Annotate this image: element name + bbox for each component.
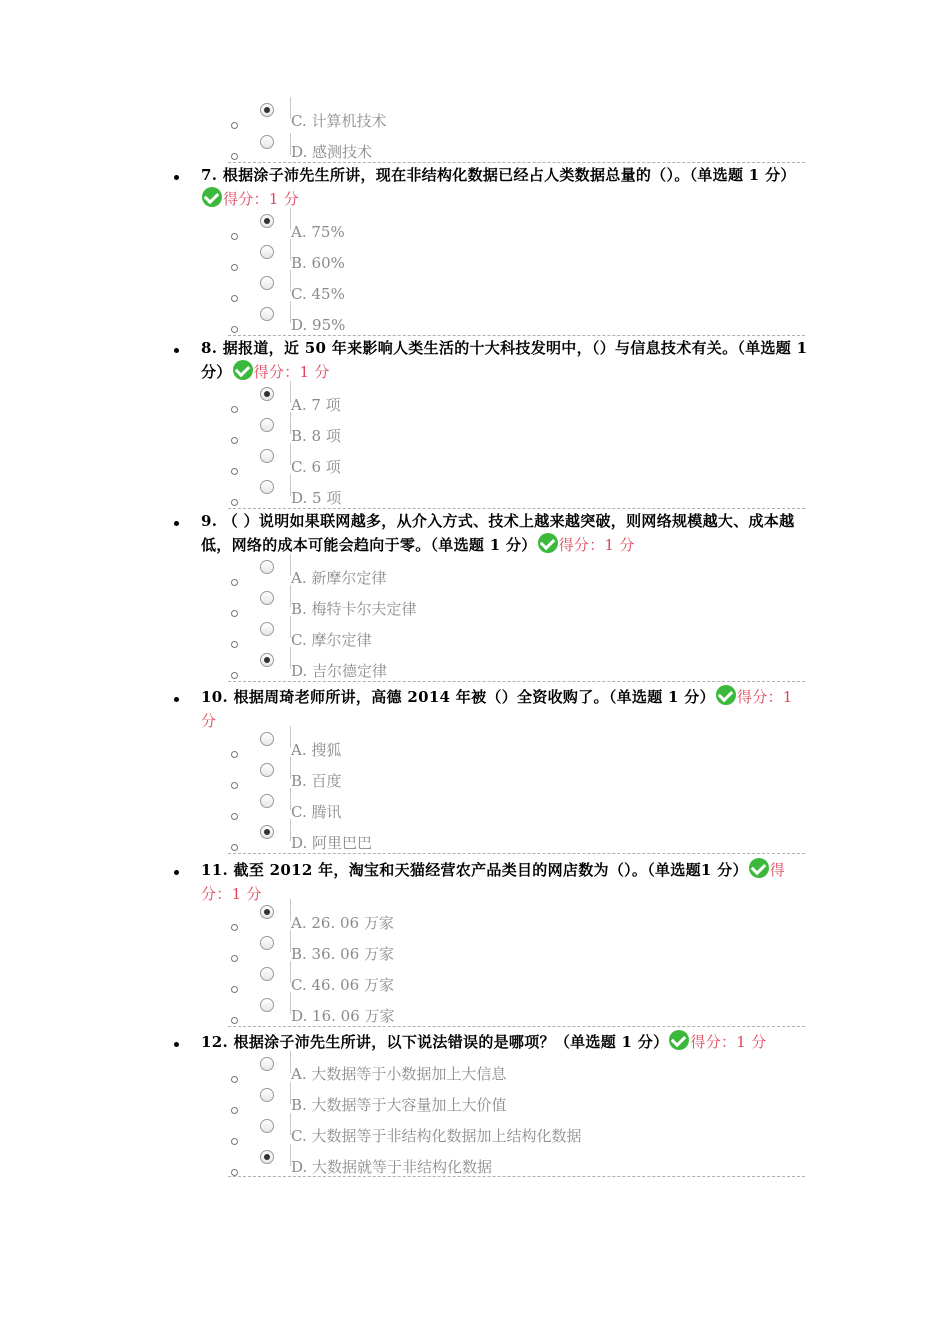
list-circle-icon: [231, 233, 238, 240]
option-radio-d[interactable]: [260, 480, 274, 494]
score-label: 得分：1 分: [253, 363, 330, 381]
option-radio-a[interactable]: [260, 905, 274, 919]
bullet-icon: [174, 521, 179, 526]
score-label: 得分：1 分: [201, 688, 793, 730]
bullet-icon: [174, 348, 179, 353]
list-circle-icon: [231, 437, 238, 444]
list-circle-icon: [231, 986, 238, 993]
list-circle-icon: [231, 122, 238, 129]
option-radio-c[interactable]: [260, 103, 274, 117]
list-circle-icon: [231, 1169, 238, 1176]
option-radio-c[interactable]: [260, 1119, 274, 1133]
option-radio-a[interactable]: [260, 387, 274, 401]
list-circle-icon: [231, 295, 238, 302]
correct-check-icon: [749, 858, 769, 878]
option-radio-b[interactable]: [260, 1088, 274, 1102]
option-radio-b[interactable]: [260, 591, 274, 605]
option-label: A. 7 项: [291, 396, 341, 414]
option-radio-d[interactable]: [260, 135, 274, 149]
option-label: C. 45%: [291, 285, 345, 303]
correct-check-icon: [233, 360, 253, 380]
option-radio-c[interactable]: [260, 622, 274, 636]
list-circle-icon: [231, 641, 238, 648]
list-circle-icon: [231, 1107, 238, 1114]
option-radio-a[interactable]: [260, 732, 274, 746]
question-text: 11. 截至 2012 年，淘宝和天猫经营农产品类目的网店数为（）。（单选题1 分） 得分：1 分: [201, 858, 813, 906]
option-label: D. 阿里巴巴: [291, 834, 373, 852]
option-radio-a[interactable]: [260, 1057, 274, 1071]
option-label: D. 95%: [291, 316, 346, 334]
list-circle-icon: [231, 1076, 238, 1083]
option-label: B. 8 项: [291, 427, 341, 445]
option-radio-c[interactable]: [260, 794, 274, 808]
score-label: 得分：1 分: [223, 190, 300, 208]
list-circle-icon: [231, 924, 238, 931]
option-label: B. 梅特卡尔夫定律: [291, 600, 417, 618]
list-circle-icon: [231, 499, 238, 506]
list-circle-icon: [231, 326, 238, 333]
option-label: C. 腾讯: [291, 803, 342, 821]
option-radio-d[interactable]: [260, 825, 274, 839]
option-radio-c[interactable]: [260, 967, 274, 981]
option-label: D. 16. 06 万家: [291, 1007, 395, 1025]
option-radio-b[interactable]: [260, 418, 274, 432]
option-radio-d[interactable]: [260, 307, 274, 321]
option-label: C. 大数据等于非结构化数据加上结构化数据: [291, 1127, 582, 1145]
option-radio-a[interactable]: [260, 560, 274, 574]
option-label: A. 大数据等于小数据加上大信息: [291, 1065, 507, 1083]
option-label: A. 75%: [291, 223, 345, 241]
question-text: 7. 根据涂子沛先生所讲，现在非结构化数据已经占人类数据总量的（）。（单选题 1 分）得分：1 分: [201, 166, 796, 208]
list-circle-icon: [231, 468, 238, 475]
list-circle-icon: [231, 672, 238, 679]
option-label: B. 大数据等于大容量加上大价值: [291, 1096, 507, 1114]
separator: [228, 1176, 805, 1177]
option-label: D. 吉尔德定律: [291, 662, 388, 680]
option-label: D. 5 项: [291, 489, 342, 507]
correct-check-icon: [669, 1030, 689, 1050]
score-label: 得分：1 分: [201, 861, 786, 903]
question-text: 9. （ ）说明如果联网越多，从介入方式、技术上越来越突破，则网络规模越大、成本越低，网络的成本可能会趋向于零。（单选题 1 分） 得分：1 分: [201, 512, 795, 554]
list-circle-icon: [231, 1017, 238, 1024]
option-radio-a[interactable]: [260, 214, 274, 228]
correct-check-icon: [538, 533, 558, 553]
list-circle-icon: [231, 782, 238, 789]
option-label: C. 6 项: [291, 458, 341, 476]
option-label: C. 46. 06 万家: [291, 976, 394, 994]
option-label: C. 计算机技术: [291, 112, 387, 130]
option-radio-c[interactable]: [260, 276, 274, 290]
list-circle-icon: [231, 153, 238, 160]
option-radio-d[interactable]: [260, 1150, 274, 1164]
bullet-icon: [174, 1042, 179, 1047]
bullet-icon: [174, 175, 179, 180]
list-circle-icon: [231, 751, 238, 758]
list-circle-icon: [231, 1138, 238, 1145]
list-circle-icon: [231, 813, 238, 820]
option-label: C. 摩尔定律: [291, 631, 372, 649]
separator: [228, 853, 805, 854]
list-circle-icon: [231, 610, 238, 617]
question-text: 12. 根据涂子沛先生所讲，以下说法错误的是哪项？（单选题 1 分） 得分：1 分: [201, 1030, 813, 1054]
bullet-icon: [174, 697, 179, 702]
option-label: B. 百度: [291, 772, 342, 790]
question-text: 10. 根据周琦老师所讲，高德 2014 年被（）全资收购了。（单选题 1 分） 得分：1 分: [201, 685, 813, 733]
option-label: B. 36. 06 万家: [291, 945, 395, 963]
option-label: A. 搜狐: [291, 741, 342, 759]
list-circle-icon: [231, 955, 238, 962]
correct-check-icon: [716, 685, 736, 705]
list-circle-icon: [231, 579, 238, 586]
option-radio-d[interactable]: [260, 653, 274, 667]
option-label: B. 60%: [291, 254, 345, 272]
option-label: D. 感测技术: [291, 143, 373, 161]
option-radio-b[interactable]: [260, 936, 274, 950]
separator: [228, 1026, 805, 1027]
option-label: A. 新摩尔定律: [291, 569, 387, 587]
score-label: 得分：1 分: [690, 1033, 767, 1051]
question-text: 8. 据报道，近 50 年来影响人类生活的十大科技发明中，（）与信息技术有关。（单选题 1 分） 得分：1 分: [201, 339, 808, 381]
option-label: D. 大数据就等于非结构化数据: [291, 1158, 493, 1176]
separator: [228, 681, 805, 682]
option-label: A. 26. 06 万家: [291, 914, 394, 932]
correct-check-icon: [202, 187, 222, 207]
option-radio-b[interactable]: [260, 763, 274, 777]
option-radio-c[interactable]: [260, 449, 274, 463]
score-label: 得分：1 分: [558, 536, 635, 554]
list-circle-icon: [231, 844, 238, 851]
option-radio-d[interactable]: [260, 998, 274, 1012]
list-circle-icon: [231, 406, 238, 413]
option-radio-b[interactable]: [260, 245, 274, 259]
bullet-icon: [174, 870, 179, 875]
list-circle-icon: [231, 264, 238, 271]
